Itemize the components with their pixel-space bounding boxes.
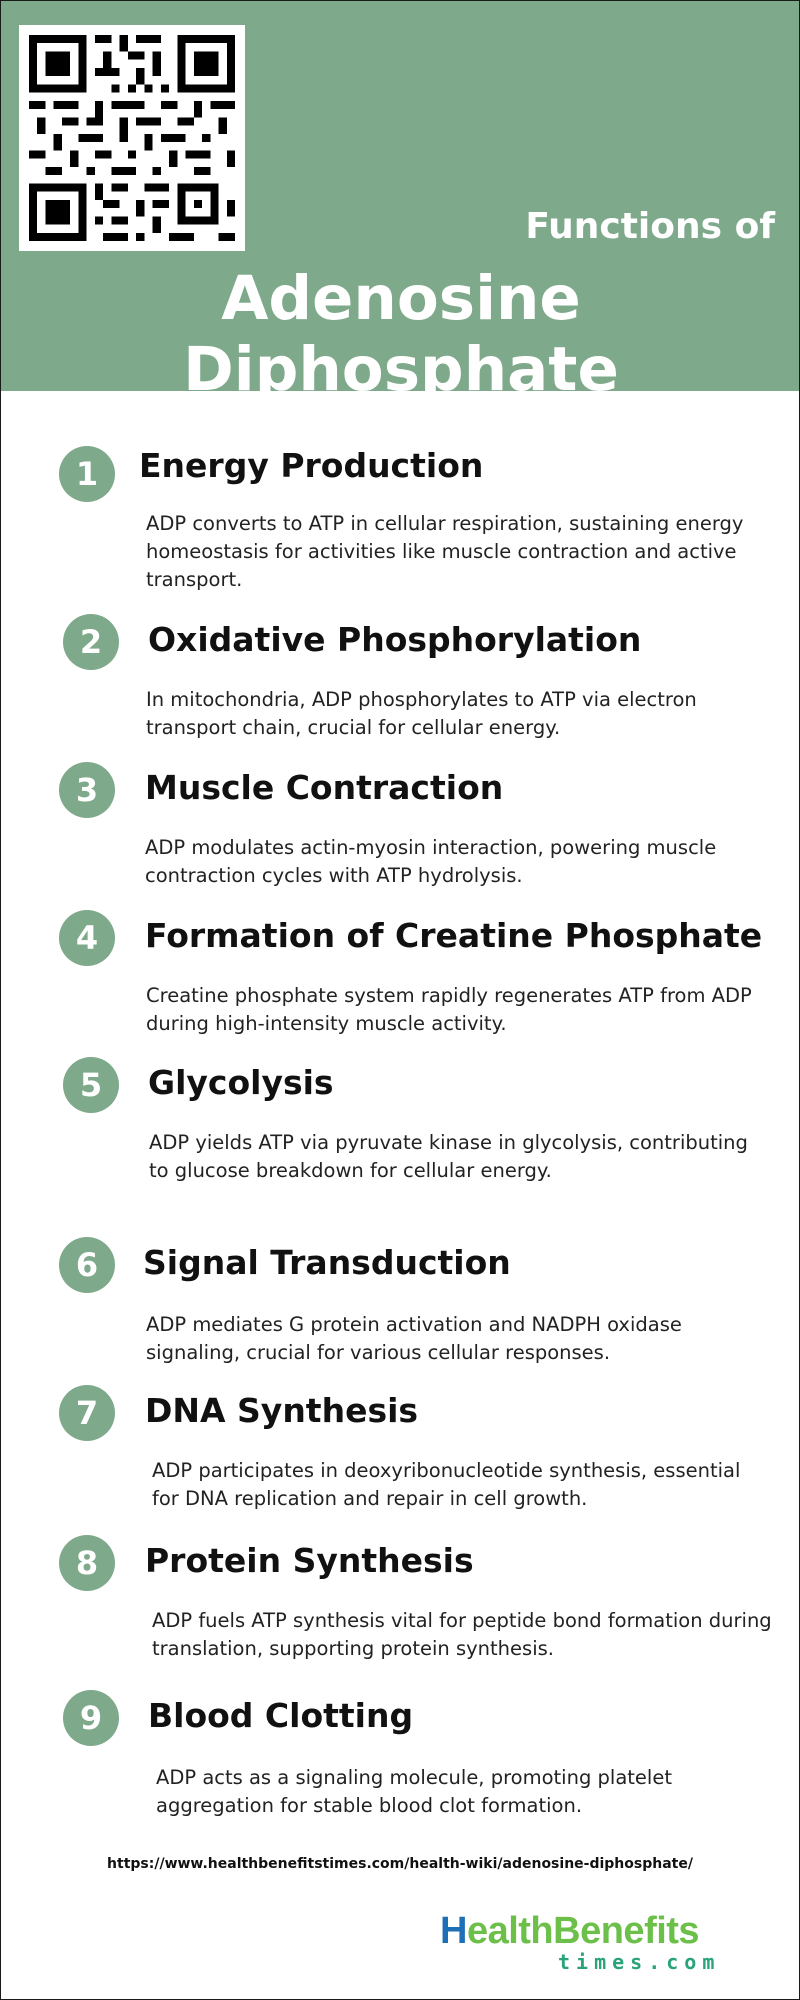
item-title: Oxidative Phosphorylation [148,620,642,659]
item-number-badge: 6 [59,1237,115,1293]
item-description: ADP converts to ATP in cellular respiration, sustaining energy homeostasis for activities like muscle contraction and active transport. [146,512,744,591]
logo-wordmark [440,1910,699,1953]
item-number-badge: 1 [59,446,115,502]
qr-code-icon [29,35,235,241]
source-url-link[interactable]: https://www.healthbenefitstimes.com/health-wiki/adenosine-diphosphate/ [107,1856,693,1872]
item-number-badge: 2 [63,614,119,670]
item-description: ADP modulates actin-myosin interaction, powering muscle contraction cycles with ATP hydrolysis. [145,836,717,887]
item-title: DNA Synthesis [145,1391,419,1430]
item-description: Creatine phosphate system rapidly regenerates ATP from ADP during high-intensity muscle activity. [146,984,752,1035]
item-number-badge: 7 [59,1385,115,1441]
item-description: ADP fuels ATP synthesis vital for peptide bond formation during translation, supporting protein synthesis. [152,1609,772,1660]
header-banner [1,1,799,405]
item-title: Muscle Contraction [145,768,504,807]
item-description: ADP participates in deoxyribonucleotide synthesis, essential for DNA replication and repair in cell growth. [152,1459,741,1510]
qr-code[interactable] [19,25,245,251]
item-number-badge: 3 [59,762,115,818]
item-description: ADP yields ATP via pyruvate kinase in glycolysis, contributing to glucose breakdown for cellular energy. [149,1131,748,1182]
item-number-badge: 9 [63,1690,119,1746]
item-number-badge: 8 [59,1535,115,1591]
item-description: ADP mediates G protein activation and NADPH oxidase signaling, crucial for various cellular responses. [146,1313,682,1364]
item-title: Glycolysis [148,1063,334,1102]
header-subtitle: Functions of [525,206,775,247]
item-description: In mitochondria, ADP phosphorylates to ATP via electron transport chain, crucial for cellular energy. [146,688,697,739]
item-number-badge: 4 [59,910,115,966]
item-title: Protein Synthesis [145,1541,474,1580]
page-title: Adenosine Diphosphate [183,263,619,405]
logo-text: ealthBenefits [466,1910,700,1952]
brand-logo[interactable] [440,1910,730,1974]
item-description: ADP acts as a signaling molecule, promoting platelet aggregation for stable blood clot formation. [156,1766,672,1817]
logo-letter-h: H [440,1910,467,1952]
logo-subtext: times.com [558,1950,721,1974]
item-title: Formation of Creatine Phosphate [145,916,763,955]
item-title: Energy Production [139,446,484,485]
item-title: Blood Clotting [148,1696,414,1735]
item-title: Signal Transduction [143,1243,511,1282]
item-number-badge: 5 [63,1057,119,1113]
